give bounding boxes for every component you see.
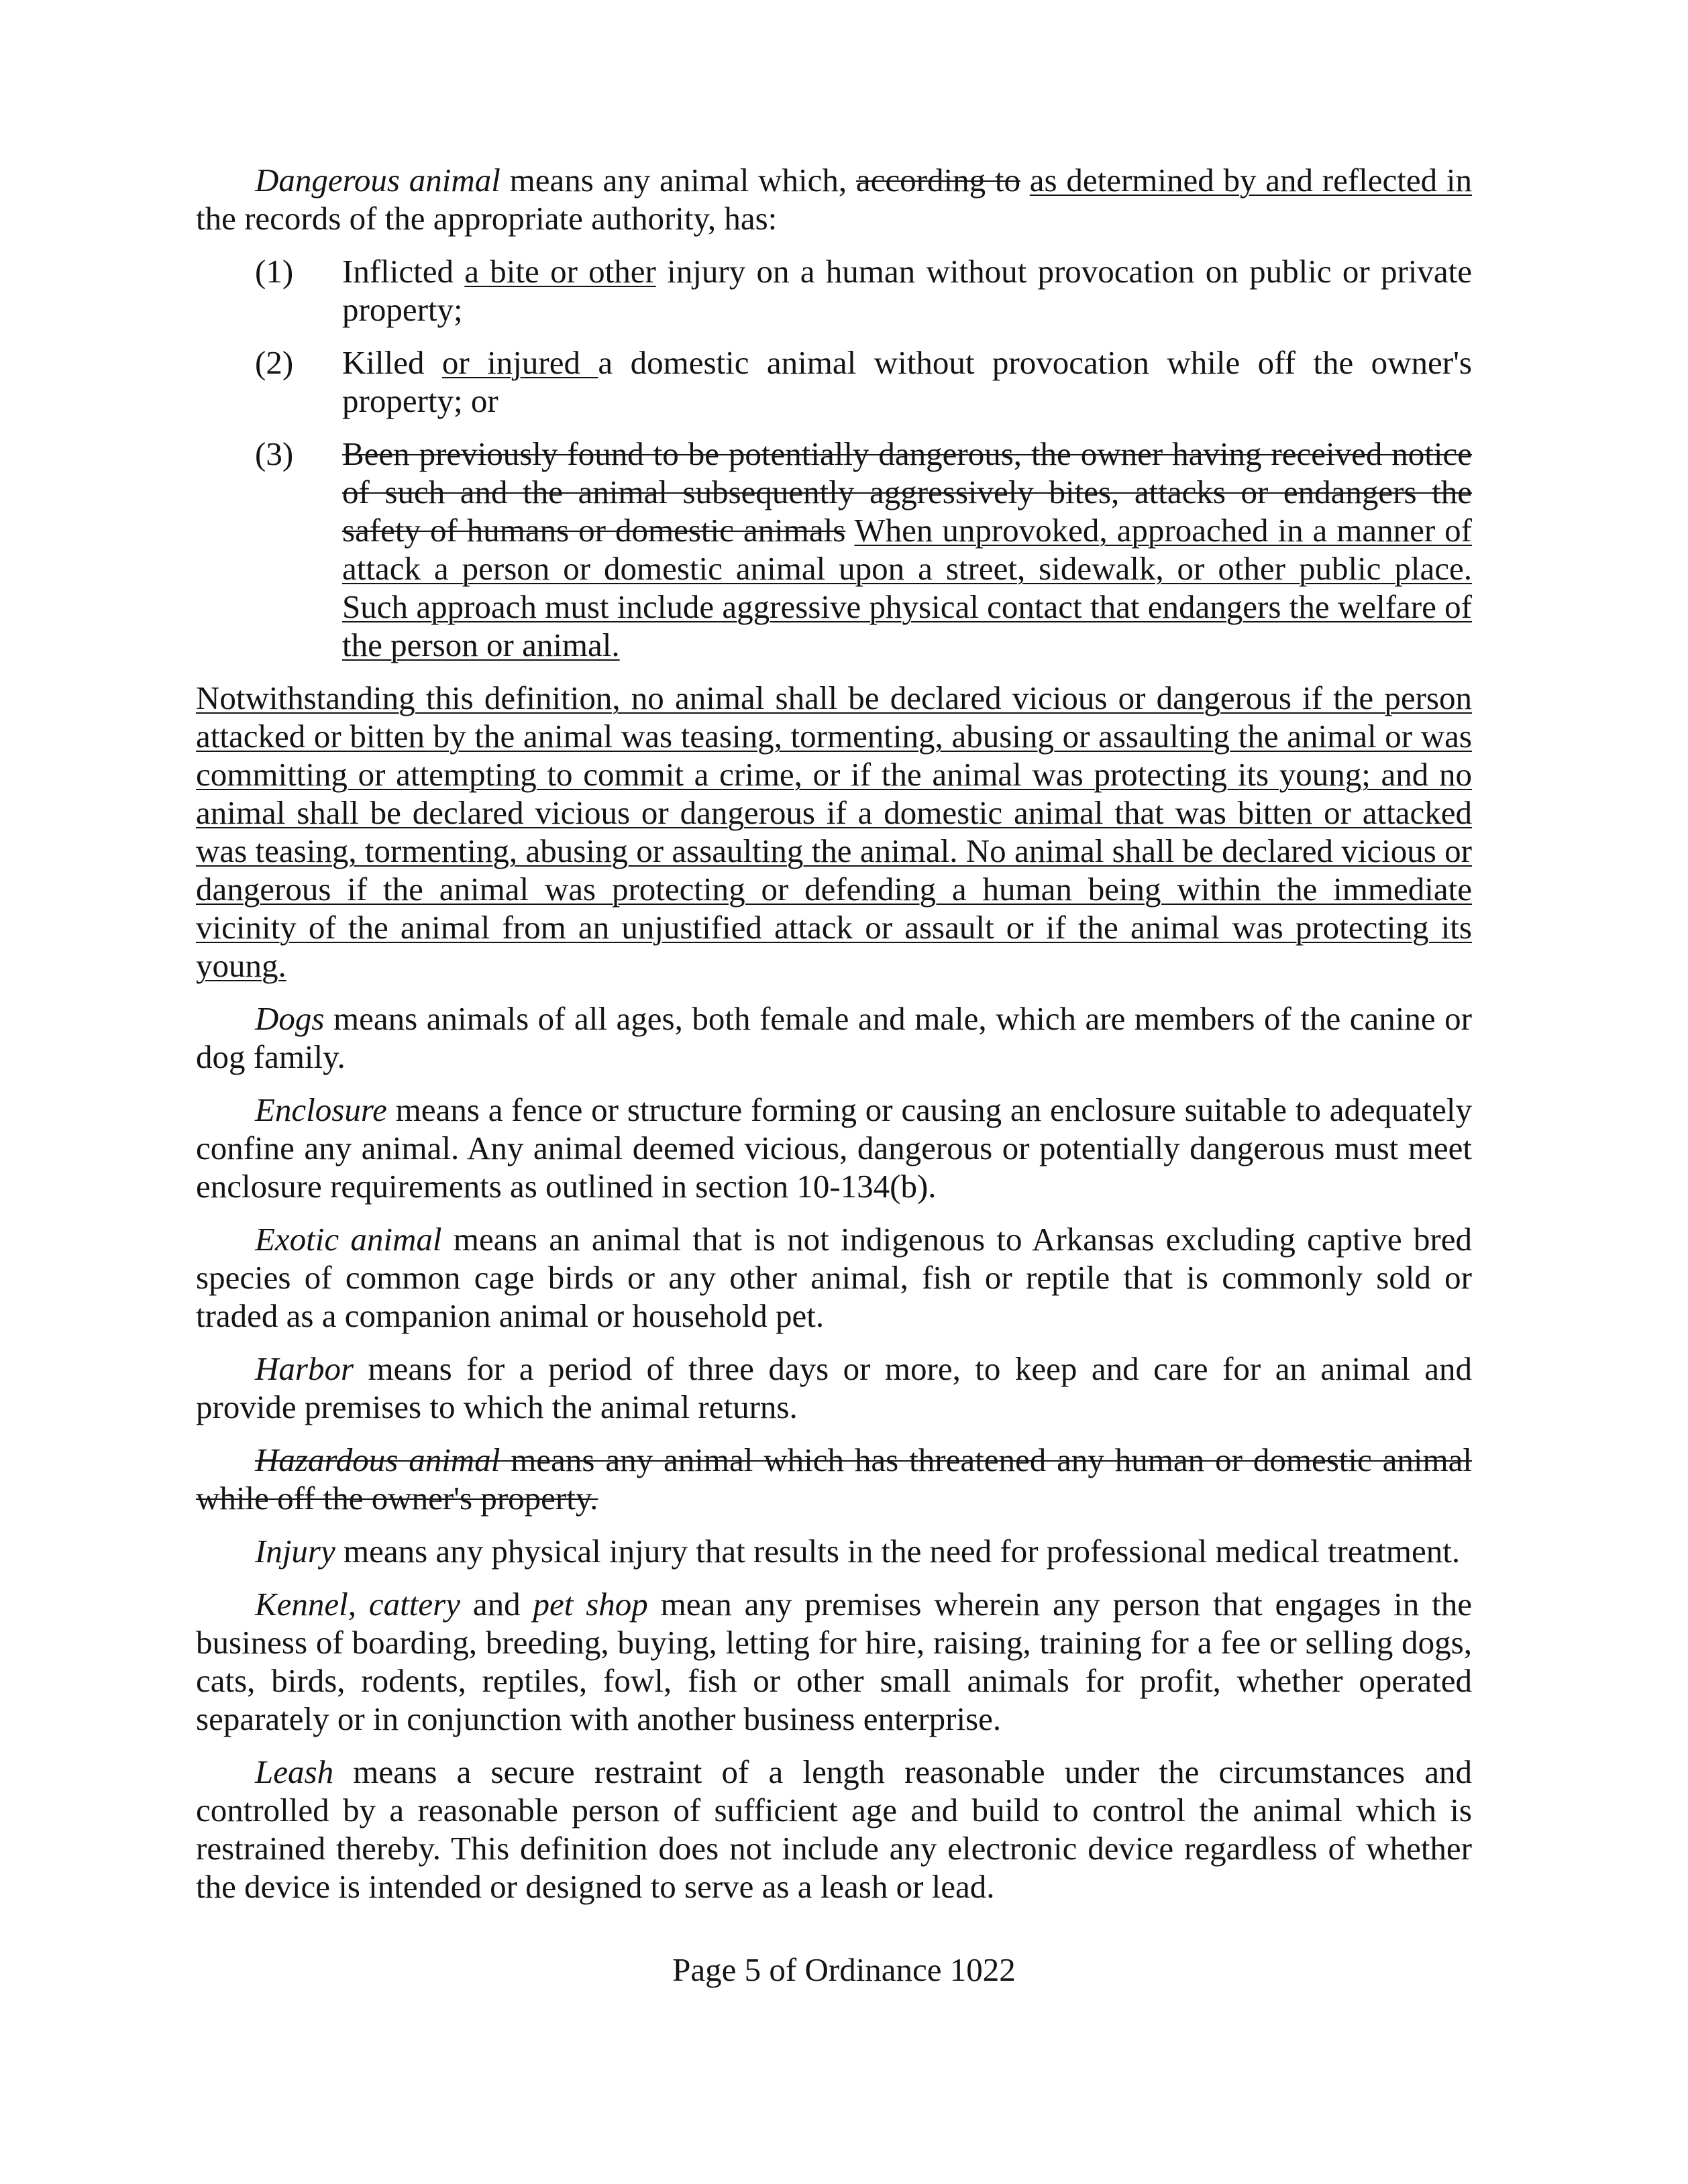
document-page: [196, 161, 1472, 1920]
inserted-text: When unprovoked, approached in a manner of attack a person or domestic animal upon a street, sidewalk, or other public place. Such approach must include aggressive physical contact that endangers the welfare of the person or animal.: [342, 512, 1472, 663]
term: Dangerous animal: [255, 162, 500, 199]
term: Exotic animal: [255, 1221, 442, 1258]
item-number: (3): [255, 435, 294, 472]
definition-dangerous-animal: Dangerous animal means any animal which, according to as determined by and reflected in the records of the appropriate authority, has:: [196, 162, 1473, 237]
definition-exotic-animal: Exotic animal means an animal that is not indigenous to Arkansas excluding captive bred species of common cage birds or any other animal, fish or reptile that is commonly sold or traded as a companion animal or household pet.: [196, 1221, 1472, 1334]
definition-dogs: Dogs means animals of all ages, both female and male, which are members of the canine or dog family.: [196, 1000, 1472, 1075]
list-item: [196, 435, 1472, 664]
term: Hazardous animal: [255, 1441, 500, 1478]
inserted-text: a bite or other: [464, 253, 656, 290]
term: Harbor: [255, 1350, 354, 1387]
item-number: (2): [255, 344, 294, 381]
item-number: (1): [255, 253, 294, 290]
definition-enclosure: Enclosure means a fence or structure forming or causing an enclosure suitable to adequately confine any animal. Any animal deemed vicious, dangerous or potentially dangerous must meet enclosure requirements as outlined in section 10-134(b).: [196, 1091, 1472, 1205]
page-footer: Page 5 of Ordinance 1022: [672, 1951, 1016, 1988]
term: Enclosure: [255, 1091, 387, 1128]
definition-hazardous-animal: Hazardous animal means any animal which has threatened any human or domestic animal while off the owner's property.: [196, 1441, 1472, 1517]
notwithstanding-paragraph: Notwithstanding this definition, no animal shall be declared vicious or dangerous if the person attacked or bitten by the animal was teasing, tormenting, abusing or assaulting the animal or was committing or attempting to commit a crime, or if the animal was protecting its young; and no animal shall be declared vicious or dangerous if a domestic animal that was bitten or attacked was teasing, tormenting, abusing or assaulting the animal. No animal shall be declared vicious or dangerous if the animal was protecting or defending a human being within the immediate vicinity of the animal from an unjustified attack or assault or if the animal was protecting its young.: [196, 679, 1472, 984]
definition-harbor: Harbor means for a period of three days or more, to keep and care for an animal and provide premises to which the animal returns.: [196, 1350, 1472, 1425]
deleted-text: according to: [855, 162, 1020, 199]
term: Kennel, cattery: [255, 1586, 460, 1623]
definition-leash: Leash means a secure restraint of a length reasonable under the circumstances and controlled by a reasonable person of sufficient age and build to control the animal which is restrained thereby. This definition does not include any electronic device regardless of whether the device is intended or designed to serve as a leash or lead.: [196, 1753, 1472, 1905]
definition-injury: Injury means any physical injury that results in the need for professional medical treatment.: [255, 1533, 1461, 1570]
definition-kennel: Kennel, cattery and pet shop mean any premises wherein any person that engages in the business of boarding, breeding, buying, letting for hire, raising, training for a fee or selling dogs, cats, birds, rodents, reptiles, fowl, fish or other small animals for profit, whether operated separately or in conjunction with another business enterprise.: [196, 1586, 1473, 1737]
term: Leash: [255, 1753, 334, 1790]
list-item: (1) Inflicted a bite or other injury on a human without provocation on public or private property;: [196, 252, 1472, 329]
term: pet shop: [533, 1586, 648, 1623]
deleted-text: Been previously found to be potentially dangerous, the owner having received notice of such and the animal subsequently aggressively bites, attacks or endangers the safety of humans or domestic animals: [342, 435, 1472, 549]
term: Injury: [255, 1533, 335, 1570]
inserted-text: or injured: [441, 344, 598, 381]
list-item: (2) Killed or injured a domestic animal without provocation while off the owner's property; or: [196, 343, 1472, 420]
inserted-text: as determined by and reflected in: [1029, 162, 1473, 199]
term: Dogs: [255, 1000, 325, 1037]
